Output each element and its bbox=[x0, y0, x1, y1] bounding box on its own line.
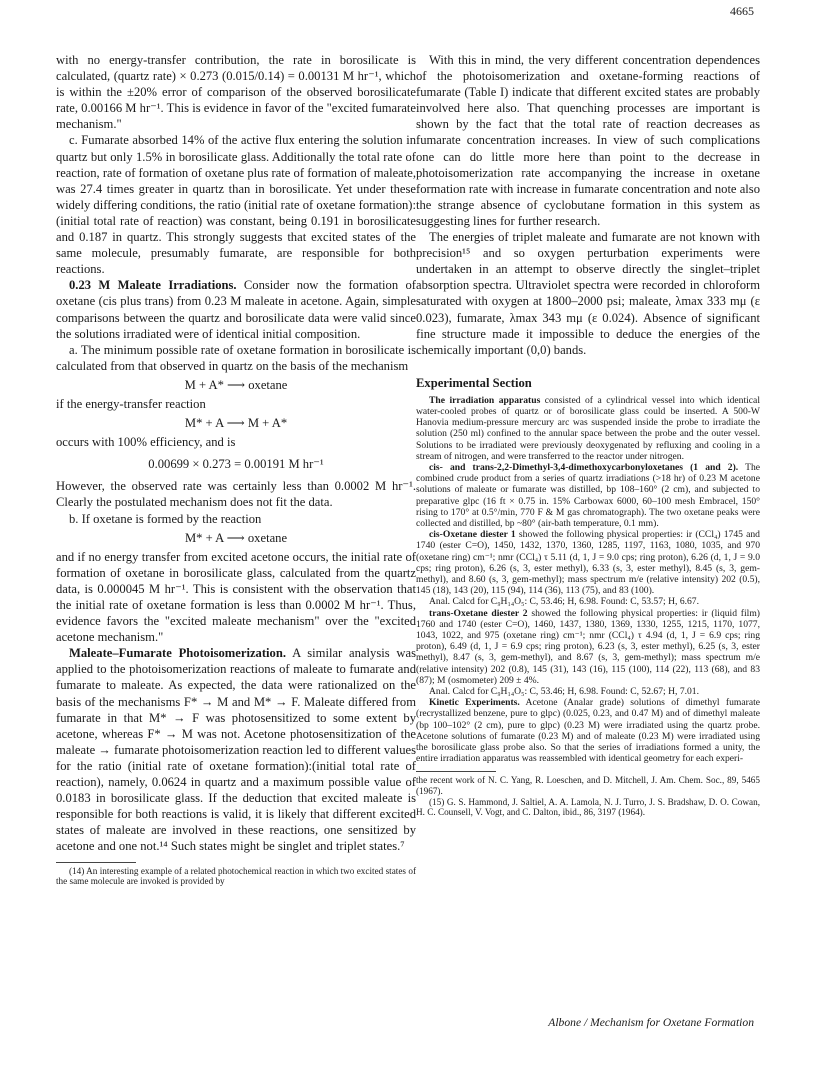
page-number: 4665 bbox=[730, 4, 754, 18]
section-heading: Experimental Section bbox=[416, 375, 532, 390]
paragraph: with no energy-transfer contribution, the rate in borosilicate is calculated, (quartz rate) × 0.273 (0.015/0.14) = 0.00131 M hr⁻¹, which is within the ±20% error of comparison of the observed borosilicate rate, 0.00166 M hr⁻¹. This is evidence in favor of the "excited fumarate mechanism." bbox=[56, 53, 416, 132]
paragraph bbox=[416, 529, 760, 596]
run-in-heading: The irradiation apparatus bbox=[429, 394, 541, 406]
footnote-divider bbox=[416, 771, 496, 772]
run-in-heading: 0.23 M Maleate Irradiations. bbox=[69, 278, 237, 293]
paragraph-body: showed the following physical properties: ir (liquid film) 1760 and 1740 (ester C=O), 1460, 1437, 1380, 1369, 1330, 1255, 1215, 1170, 1077, 1043, 1022, and 975 (oxetane ring) cm⁻¹; nmr (CCl₄) τ 4.94 (d, 1, J = 6.9 cps; ring proton), 6.49 (d, 1, J = 6.9 cps; ring proton), 6.23 (s, 3, ester methyl), 6.25 (s, 3, ester methyl), 8.47 (s, 3, gem-methyl), and 8.67 (s, 3, gem-methyl); mass spectrum m/e (relative intensity) 202 (0.8), 145 (31), 143 (16), 115 (100), 114 (22), 113 (68), and 83 (87); M (osmometer) 209 ± 4%. bbox=[416, 607, 760, 686]
equation: M* + A ⟶ oxetane bbox=[184, 530, 288, 545]
equation: M* + A ⟶ M + A* bbox=[184, 416, 288, 431]
paragraph bbox=[416, 697, 760, 764]
footnote: (14) An interesting example of a related photochemical reaction in which two excited states of the same molecule are invoked is provided by bbox=[56, 865, 416, 887]
run-in-heading: cis- and trans-2,2-Dimethyl-3,4-dimethoxycarbonyloxetanes (1 and 2). bbox=[429, 462, 739, 473]
paragraph bbox=[416, 608, 760, 686]
paragraph: The energies of triplet maleate and fumarate are not known with precision¹⁵ and so oxygen perturbation experiments were undertaken in an attempt to observe directly the singlet–triplet absorption spectra. Ultraviolet spectra were recorded in chloroform saturated with oxygen at 1800–2000 psi; maleate, λmax 333 mμ (ε 0.023), fumarate, λmax 343 mμ (ε 0.024). Absence of significant fine structure made it impossible to deduce the energies of the chemically important (0,0) bands. bbox=[416, 230, 760, 357]
paragraph: c. Fumarate absorbed 14% of the active flux entering the solution in quartz but only 1.5% in borosilicate glass. Additionally the total rate of reaction, rate of formation of oxetane plus rate of formation of maleate, was 27.4 times greater in quartz than in borosilicate. Yet under these widely differing conditions, the ratio (initial rate of oxetane formation):(initial total rate of reaction) was constant, being 0.191 in borosilicate and 0.187 in quartz. This strongly suggests that excited states of the same molecule, presumably fumarate, are responsible for both reactions. bbox=[56, 133, 416, 277]
footnote: (15) G. S. Hammond, J. Saltiel, A. A. Lamola, N. J. Turro, J. S. Bradshaw, D. O. Cowan, H. C. Counsell, V. Vogt, and C. Dalton, ibid., 86, 3197 (1964). bbox=[416, 796, 760, 818]
run-in-heading: trans-Oxetane diester 2 bbox=[429, 607, 528, 619]
paragraph-body: showed the following physical properties: ir (CCl₄) 1745 and 1740 (ester C=O), 1450, 1432, 1370, 1360, 1285, 1197, 1163, 1080, 1035, and 970 (oxetane ring) cm⁻¹; nmr (CCl₄) τ 5.11 (d, 1, J = 9.0 cps; ring proton), 6.26 (d, 1, J = 9.0 cps; ring proton), 6.26 (s, 3, ester methyl), 6.33 (s, 3, ester methyl), 8.45 (s, 3, gem-methyl), and 8.60 (s, 3, gem-methyl); mass spectrum m/e (relative intensity) 202 (0.5), 145 (18), 143 (20), 115 (94), 114 (36), 113 (75), and 83 (100). bbox=[416, 529, 760, 597]
run-in-heading: Kinetic Experiments. bbox=[429, 697, 520, 709]
paragraph: if the energy-transfer reaction bbox=[56, 396, 206, 411]
run-in-heading: cis-Oxetane diester 1 bbox=[429, 529, 516, 541]
paragraph bbox=[56, 277, 416, 341]
run-in-heading: Maleate–Fumarate Photoisomerization. bbox=[69, 646, 286, 661]
paragraph: Anal. Calcd for C₉H₁₄O₅: C, 53.46; H, 6.98. Found: C, 53.57; H, 6.67. bbox=[429, 596, 700, 608]
paragraph-body: Consider now the formation of oxetane (cis plus trans) from 0.23 M maleate in acetone. Again, simple comparisons between the quartz and borosilicate data were valid since the solutions irradiated were of identical initial composition. bbox=[56, 278, 416, 341]
running-footer: Albone / Mechanism for Oxetane Formation bbox=[548, 1016, 754, 1029]
paragraph: a. The minimum possible rate of oxetane formation in borosilicate is calculated from that observed in quartz on the basis of the mechanism bbox=[56, 342, 416, 373]
equation: 0.00699 × 0.273 = 0.00191 M hr⁻¹ bbox=[148, 457, 324, 472]
paragraph-body: Acetone (Analar grade) solutions of dimethyl fumarate (recrystallized benzene, pure to glpc) (0.025, 0.23, and 0.47 M) and of dimethyl maleate (bp 100–102° (2 cm), pure to glpc) (0.23 M) were irradiated using the quartz probe. Acetone solutions of fumarate (0.23 M) and of maleate (0.23 M) were irradiated using the borosilicate glass probe also. So that the series of irradiations formed a unity, the entire irradiation apparatus was reassembled with identical geometry for each experi- bbox=[416, 697, 760, 765]
right-column bbox=[416, 52, 760, 818]
paragraph-body: consisted of a cylindrical vessel into which identical water-cooled probes of quartz or of borosilicate glass could be inserted. A 500-W Hanovia medium-pressure mercury arc was suspended inside the probe to irradiate the solution (250 ml) confined to the annular space between the probe and the outer vessel. Solutions to be irradiated were previously deoxygenated by refluxing and cooling in a stream of nitrogen, and were transferred to the reactor under nitrogen. bbox=[416, 394, 760, 462]
paragraph-body: A similar analysis was applied to the photoisomerization reactions of maleate to fumarate and fumarate to maleate. As expected, the data were rationalized on the basis of the mechanisms F* → M and M* → F. Maleate differed from fumarate in that M* → F was photosensitized to some extent by acetone, whereas F* → M was not. Acetone photosensitization of the maleate → fumarate photoisomerization reaction led to different values for the ratio (initial rate of oxetane formation):(initial total rate of reaction), namely, 0.0624 in quartz and a maximum possible value of 0.0183 in borosilicate glass. If the deduction that excited maleate is responsible for both reactions is valid, it is likely that different excited states of maleate are involved in these reactions, one sensitized by acetone and one not.¹⁴ Such states might be singlet and triplet states.⁷ bbox=[56, 646, 416, 854]
paragraph-body: The combined crude product from a series of quartz irradiations (>18 hr) of 0.23 M acetone solutions of maleate or fumarate was distilled, bp 108–160° (2 cm), and subjected to preparative glpc (16 ft × 0.75 in. 15% Carbowax 6000, 60–100 mesh Embracel, 150° rising to 170° at 0.5°/min, 770 F & M gas chromatograph). The two oxetane peaks were collected and distilled, bp ~80° (air-bath temperature, 0.1 mm). bbox=[416, 462, 761, 530]
paragraph bbox=[416, 395, 760, 462]
left-column bbox=[56, 52, 416, 887]
paragraph: and if no energy transfer from excited acetone occurs, the initial rate of formation of oxetane in borosilicate glass, calculated from the quartz data, is 0.000045 M hr⁻¹. This is consistent with the observation that the initial rate of oxetane formation is less than 0.0002 M hr⁻¹. Thus, evidence favors the "excited maleate mechanism" over the "excited acetone mechanism." bbox=[56, 549, 416, 645]
paragraph: Anal. Calcd for C₉H₁₄O₅: C, 53.46; H, 6.98. Found: C, 52.67; H, 7.01. bbox=[429, 686, 700, 698]
paragraph: occurs with 100% efficiency, and is bbox=[56, 435, 236, 450]
paragraph: With this in mind, the very different concentration dependences of the photoisomerization and oxetane-forming reactions of fumarate (Table I) indicate that different excited states are probably involved here also. That quenching processes are important is shown by the fact that the total rate of reaction decreases as fumarate concentration increases. In view of such complications one can do little more here than point to the decrease in photoisomerization rate accompanying the increase in oxetane formation rate with increase in fumarate concentration and note also the strange absence of cyclobutane formation in this system as suggesting lines for further research. bbox=[416, 53, 760, 228]
footnote: the recent work of N. C. Yang, R. Loeschen, and D. Mitchell, J. Am. Chem. Soc., 89, 5465 (1967). bbox=[416, 775, 760, 797]
paragraph bbox=[416, 462, 760, 529]
paragraph: b. If oxetane is formed by the reaction bbox=[69, 511, 262, 526]
paragraph bbox=[56, 645, 416, 854]
equation: M + A* ⟶ oxetane bbox=[184, 377, 288, 392]
footnote-divider bbox=[56, 862, 136, 863]
paragraph: However, the observed rate was certainly less than 0.0002 M hr⁻¹. Clearly the postulated mechanism does not fit the data. bbox=[56, 479, 416, 510]
